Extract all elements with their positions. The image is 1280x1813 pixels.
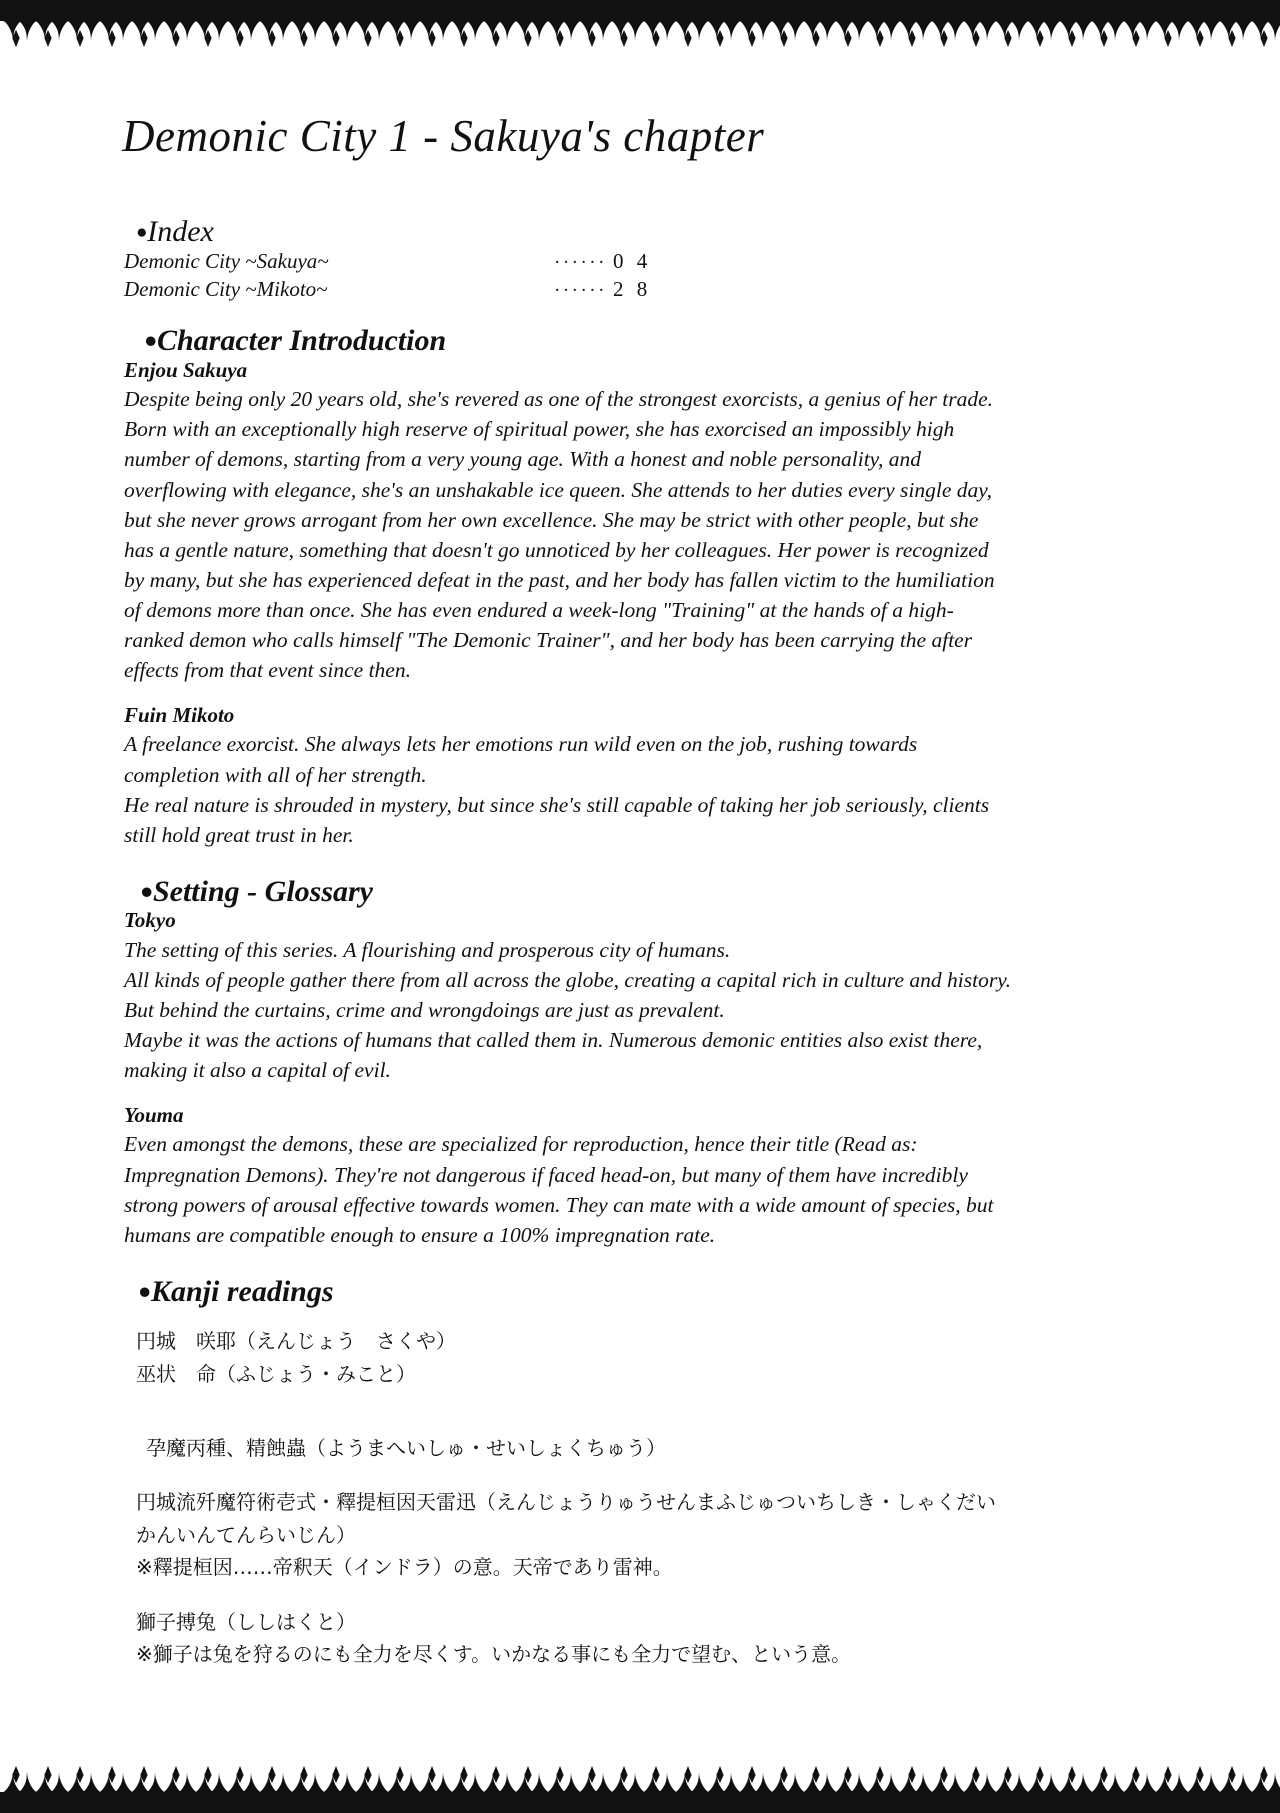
- page-content: [0, 56, 1280, 1756]
- index-entry-page: 0 4: [612, 249, 652, 273]
- spacer: [136, 1584, 1012, 1606]
- bullet-icon: ●: [136, 221, 148, 243]
- list-item: [124, 248, 1012, 276]
- section-heading-index-label: Index: [147, 214, 214, 248]
- decorative-border-top: [0, 0, 1280, 56]
- leader-dots: ······: [554, 279, 607, 301]
- kanji-proverb-title: 獅子搏兔（ししはくと）: [136, 1609, 356, 1634]
- spacer: [136, 1464, 1012, 1486]
- section-heading-character-introduction: [122, 303, 1012, 357]
- kanji-proverb-note: ※獅子は兔を狩るのにも全力を尽くす。いかなる事にも全力で望む、という意。: [136, 1642, 852, 1667]
- kanji-term-youma: 孕魔丙種、精蝕蟲（ようまへいしゅ・せいしょくちゅう）: [146, 1436, 666, 1461]
- section-heading-kanji-readings: [122, 1250, 1012, 1308]
- bullet-icon: ●: [140, 878, 153, 904]
- kanji-spell-note: ※釋提桓因……帝釈天（インドラ）の意。天帝であり雷神。: [136, 1555, 673, 1580]
- bullet-icon: ●: [144, 327, 157, 353]
- paragraph-tokyo-3: Maybe it was the actions of humans that called them in. Numerous demonic entities also exist there, making it also a capital of evil.: [124, 1027, 983, 1083]
- leader-dots: ······: [554, 252, 607, 273]
- spacer: [136, 1390, 1012, 1432]
- list-item: [124, 276, 1012, 304]
- section-heading-setting-glossary: [122, 850, 1012, 908]
- section-heading-index: [122, 162, 1012, 248]
- paragraph-fuin-mikoto-2: He real nature is shrouded in mystery, but since she's still capable of taking her job seriously, clients still hold great trust in her.: [124, 792, 990, 847]
- kanji-spell-line-1: 円城流歼魔符術壱式・釋提桓因天雷迅（えんじょうりゅうせんまふじゅついちしき・しゃくだい: [136, 1490, 996, 1515]
- paragraph-fuin-mikoto-1: A freelance exorcist. She always lets her emotions run wild even on the job, rushing towards completion with all of her strength.: [124, 732, 918, 787]
- section-heading-character-introduction-label: Character Introduction: [156, 324, 447, 358]
- subheading-enjou-sakuya: Enjou Sakuya: [124, 357, 248, 382]
- kanji-spell-line-2: かんいんてんらいじん）: [136, 1522, 356, 1547]
- subheading-fuin-mikoto: Fuin Mikoto: [124, 703, 235, 728]
- paragraph-tokyo-2: All kinds of people gather there from all across the globe, creating a capital rich in culture and history. But behind the curtains, crime and wrongdoings are just as prevalent.: [124, 967, 1011, 1022]
- index-list: [122, 247, 1012, 303]
- paragraph-tokyo-1: The setting of this series. A flourishing and prosperous city of humans.: [124, 937, 731, 962]
- bullet-icon: ●: [138, 1278, 151, 1304]
- page-number: 3: [6, 1792, 15, 1809]
- index-entry-page: 2 8: [612, 276, 652, 301]
- subheading-youma: Youma: [124, 1103, 184, 1128]
- kanji-name-mikoto: 巫状 命（ふじょう・みこと）: [136, 1361, 416, 1386]
- section-heading-kanji-readings-label: Kanji readings: [150, 1274, 334, 1308]
- paragraph-youma: Even amongst the demons, these are specialized for reproduction, hence their title (Read as: Impregnation Demons). They're not dangerous if faced head-on, but many of them have incredibly strong powers of arousal effective towards women. They can mate with a wide amount of species, but humans are compatible enough to ensure a 100% impregnation rate.: [124, 1132, 994, 1247]
- kanji-name-sakuya: 円城 咲耶（えんじょう さくや）: [136, 1329, 456, 1354]
- index-entry-title: Demonic City ~Sakuya~: [124, 249, 329, 273]
- section-heading-setting-glossary-label: Setting - Glossary: [152, 874, 373, 908]
- kanji-readings-block: [122, 1307, 1012, 1670]
- decorative-border-bottom: [0, 1757, 1280, 1813]
- subheading-tokyo: Tokyo: [124, 908, 176, 933]
- paragraph-enjou-sakuya: Despite being only 20 years old, she's revered as one of the strongest exorcists, a genius of her trade. Born with an exceptionally high reserve of spiritual power, she has exorcised an impossibly high number of demons, starting from a very young age. With a honest and noble personality, and overflowing with elegance, she's an unshakable ice queen. She attends to her duties every single day, but she never grows arrogant from her own excellence. She may be strict with other people, but she has a gentle nature, something that doesn't go unnoticed by her colleagues. Her power is recognized by many, but she has experienced defeat in the past, and her body has fallen victim to the humiliation of demons more than once. She has even endured a week-long "Training" at the hands of a high-ranked demon who calls himself "The Demonic Trainer", and her body has been carrying the after effects from that event since then.: [124, 387, 995, 683]
- page-title: Demonic City 1 - Sakuya's chapter: [122, 111, 765, 161]
- index-entry-title: Demonic City ~Mikoto~: [124, 276, 328, 301]
